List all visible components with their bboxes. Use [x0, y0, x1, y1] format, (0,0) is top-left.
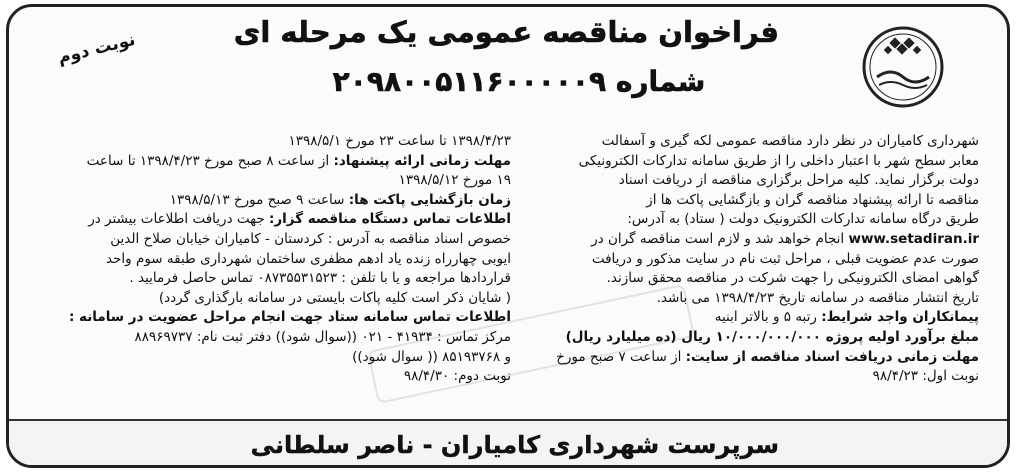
body-line: صورت عدم عضویت قبلی ، مراحل ثبت نام در سایت مذکور و دریافت	[591, 250, 979, 267]
deadline-offer-line: مهلت زمانی ارائه پیشنهاد: از ساعت ۸ صبح مورخ ۱۳۹۸/۴/۲۳ تا ساعت	[86, 152, 511, 169]
opening-line: زمان بازگشایی پاکت ها: ساعت ۹ صبح مورخ ۱۳۹۸/۵/۱۳	[169, 191, 511, 208]
body-line: ۱۳۹۸/۴/۲۳ تا ساعت ۲۳ مورخ ۱۳۹۸/۵/۱	[288, 133, 511, 149]
body-line: معابر سطح شهر با اعتبار داخلی را از طریق سامانه تدارکات الکترونیکی	[578, 152, 979, 169]
body-line: قراردادها مراجعه و یا با تلفن : ۰۸۷۳۵۵۳۱۵۲۳ تماس حاصل فرمایید .	[129, 270, 511, 287]
signature-line: سرپرست شهرداری کامیاران - ناصر سلطانی	[250, 431, 779, 459]
announcement-title: فراخوان مناقصه عمومی یک مرحله ای	[233, 15, 779, 49]
body-line: طریق درگاه سامانه تدارکات الکترونیک دولت ( ستاد) به آدرس:	[627, 211, 979, 228]
estimate-line: مبلغ برآورد اولیه پروژه ۱۰/۰۰۰/۰۰۰/۰۰۰ ریال (ده میلیارد ریال)	[565, 328, 979, 345]
body-line: ( شایان ذکر است کلیه پاکات بایستی در سامانه بارگذاری گردد)	[158, 289, 511, 306]
tender-number: شماره ۲۰۹۸۰۰۵۱۱۶۰۰۰۰۰۹	[332, 65, 706, 98]
body-line: مناقصه تا ارائه پیشنهاد مناقصه گران و بازگشایی پاکت ها از	[646, 191, 979, 208]
deadline-docs-label: مهلت زمانی دریافت اسناد مناقصه از سایت:	[685, 348, 979, 365]
estimate-label: مبلغ برآورد اولیه پروژه	[825, 328, 979, 345]
body-line: ایوبی چهارراه زنده یاد ادهم مظفری ساختمان شهرداری طبقه سوم واحد	[105, 250, 511, 267]
setad-url-link[interactable]: www.setadiran.ir	[848, 230, 979, 247]
opening-label: زمان بازگشایی پاکت ها:	[348, 191, 511, 208]
body-line: ۱۹ مورخ ۱۳۹۸/۵/۱۲	[398, 172, 511, 189]
municipality-logo-icon	[861, 25, 945, 109]
left-column	[35, 132, 511, 387]
contact-line: اطلاعات تماس دستگاه مناقصه گزار: جهت دریافت اطلاعات بیشتر در	[88, 211, 511, 228]
body-line: تاریخ انتشار مناقصه در سامانه تاریخ ۱۳۹۸/۴/۲۳ می باشد.	[656, 289, 979, 306]
contact-info-label: اطلاعات تماس دستگاه مناقصه گزار:	[269, 211, 511, 228]
body-line: دولت برگزار نماید. کلیه مراحل برگزاری مناقصه از دریافت اسناد	[618, 172, 979, 189]
edition-stamp: نوبت دوم	[55, 29, 138, 69]
deadline-offer-label: مهلت زمانی ارائه پیشنهاد:	[333, 152, 511, 169]
deadline-docs-line: مهلت زمانی دریافت اسناد مناقصه از سایت: از ساعت ۷ صبح مورخ	[556, 348, 979, 365]
body-line: خصوص اسناد مناقصه به آدرس : کردستان - کامیاران خیابان صلاح الدین	[110, 230, 511, 247]
first-edition-date: نوبت اول: ۹۸/۴/۲۳	[872, 368, 979, 385]
qualified-label: پیمانکاران واجد شرایط:	[821, 309, 979, 326]
setad-contact-line: اطلاعات تماس سامانه ستاد جهت انجام مراحل عضویت در سامانه :	[68, 309, 511, 326]
body-line: گواهی امضای الکترونیکی را جهت شرکت در مناقصه محقق سازند.	[606, 270, 979, 287]
body-line: مرکز تماس : ۴۱۹۳۴ - ۰۲۱ ((سوال شود)) دفتر ثبت نام: ۸۸۹۶۹۷۳۷	[134, 328, 511, 345]
qualified-line: پیمانکاران واجد شرایط: رتبه ۵ و بالاتر ابنیه	[714, 309, 979, 326]
body-line: www.setadiran.ir انجام خواهد شد و لازم است مناقصه گران در	[591, 230, 979, 247]
second-edition-date: نوبت دوم: ۹۸/۴/۳۰	[403, 368, 511, 385]
right-column	[509, 132, 979, 387]
advertisement-frame	[6, 4, 1010, 468]
body-line: و ۸۵۱۹۳۷۶۸ (( سوال شود))	[352, 348, 511, 365]
body-line: شهرداری کامیاران در نظر دارد مناقصه عمومی لکه گیری و آسفالت	[601, 133, 979, 149]
